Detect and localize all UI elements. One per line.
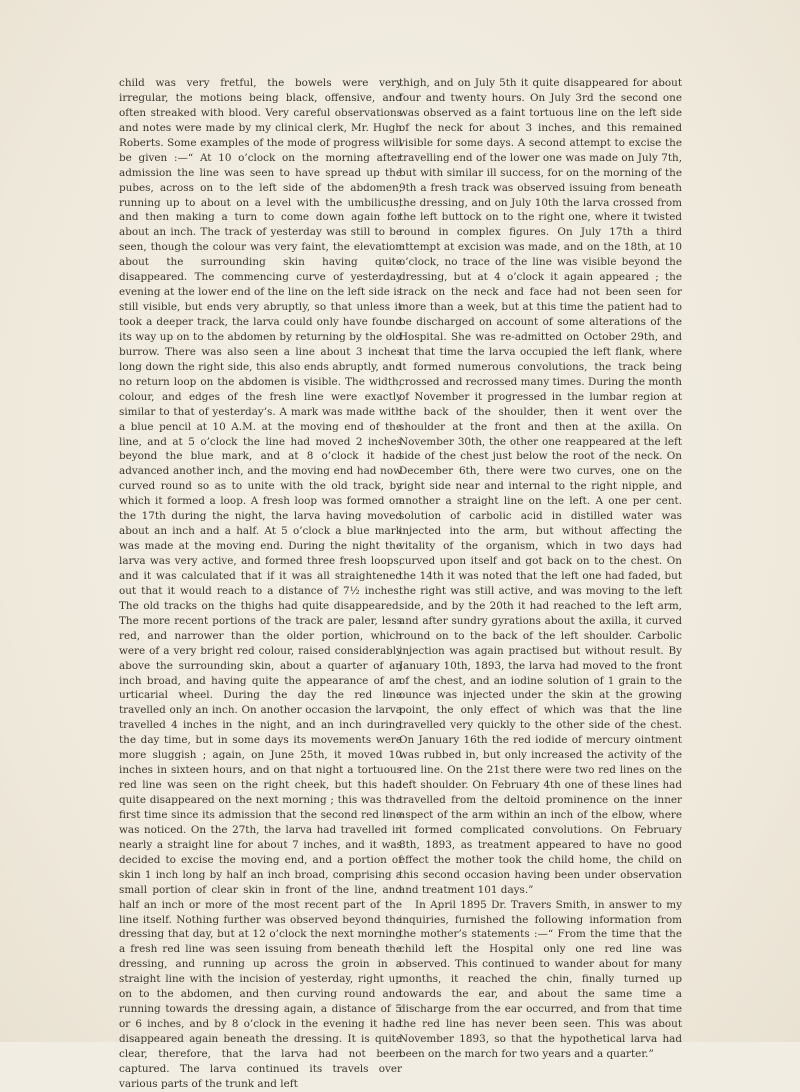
paragraph: thigh, and on July 5th it quite disappeared for about four and twenty hours. On July 3rd the second one was observed as a faint tortuous line on the left side of the neck for about 3 inches, and this remained visible for some days. A second attempt to excise the travelling end of the lower one was made on July 7th, but with similar ill success, for on the morning of the 9th a fresh track was observed issuing from beneath the dressing, and on July 10th the larva crossed from the left buttock on to the right one, where it twisted round in complex figures. On July 17th a third attempt at excision was made, and on the 18th, at 10 o’clock, no trace of the line was visible beyond the dressing, but at 4 o’clock it again appeared ; the track on the neck and face had not been seen for more than a week, but at this time the patient had to be discharged on account of some alterations of the Hospital. She was re-admitted on October 29th, and at that time the larva occupied the left flank, where it formed numerous convolutions, the track being crossed and recrossed many times. During the month of November it progressed in the lumbar region at the back of the shoulder, then it went over the shoulder at the front and then at the axilla. On November 30th, the other one reappeared at the left side of the chest just below the root of the neck. On December 6th, there were two curves, one on the right side near and internal to the right nipple, and another a straight line on the left. A one per cent. solution of carbolic acid in distilled water was injected into the arm, but without affecting the vitality of the organism, which in two days had curved upon itself and got back on to the chest. On the 14th it was noted that the left one had faded, but the right was still active, and was moving to the left side, and by the 20th it had reached to the left arm, and after sundry gyrations about the axilla, it curved round on to the back of the left shoulder. Carbolic injection was again practised but without result. By January 10th, 1893, the larva had moved to the front of the chest, and an iodine solution of 1 grain to the ounce was injected under the skin at the growing point, the only effect of which was that the line travelled very quickly to the other side of the chest. On January 16th the red iodide of mercury ointment was rubbed in, but only increased the activity of the red line. On the 21st there were two red lines on the left shoulder. On February 4th one of these lines had travelled from the deltoid prominence on the inner aspect of the arm within an inch of the elbow, where it formed complicated convolutions. On February 8th, 1893, as treatment appeared to have no good effect the mother took the child home, the child on this second occasion having been under observation and treatment 101 days.” <box>399 77 682 896</box>
right-column <box>399 76 682 1062</box>
paragraph: child was very fretful, the bowels were very irregular, the motions being black, offensive, and often streaked with blood. Very careful observations and notes were made by my clinical clerk, Mr. Hugh Roberts. Some examples of the mode of progress will be given :—“ At 10 o’clock on the morning after admission the line was seen to have spread up the pubes, across on to the left side of the abdomen, running up to about on a level with the umbilicus, and then making a turn to come down again for about an inch. The track of yesterday was still to be seen, though the colour was very faint, the elevation about the surrounding skin having quite disappeared. The commencing curve of yesterday evening at the lower end of the line on the left side is still visible, but ends very abruptly, so that unless it took a deeper track, the larva could only have found its way up on to the abdomen by returning by the old burrow. There was also seen a line about 3 inches long down the right side, this also ends abruptly, and no return loop on the abdomen is visible. The width, colour, and edges of the fresh line were exactly similar to that of yesterday’s. A mark was made with a blue pencil at 10 A.M. at the moving end of the line, and at 5 o’clock the line had moved 2 inches beyond the blue mark, and at 8 o’clock it had advanced another inch, and the moving end had now curved round so as to unite with the old track, by which it formed a loop. A fresh loop was formed on the 17th during the night, the larva having moved about an inch and a half. At 5 o’clock a blue mark was made at the moving end. During the night the larva was very active, and formed three fresh loops, and it was calculated that if it was all straightened out that it would reach to a distance of 7½ inches. The old tracks on the thighs had quite disappeared. The more recent portions of the track are paler, less red, and narrower than the older portion, which were of a very bright red colour, raised considerably above the surrounding skin, about a quarter of an inch broad, and having quite the appearance of an urticarial wheel. During the day the red line travelled only an inch. On another occasion the larva travelled 4 inches in the night, and an inch during the day time, but in some days its movements were more sluggish ; again, on June 25th, it moved 10 inches in sixteen hours, and on that night a tortuous red line was seen on the right cheek, but this had quite disappeared on the next morning ; this was the first time since its admission that the second red line was noticed. On the 27th, the larva had travelled in nearly a straight line for about 7 inches, and it was decided to excise the moving end, and a portion of skin 1 inch long by half an inch broad, comprising a small portion of clear skin in front of the line, and half an inch or more of the most recent part of the line itself. Nothing further was observed beyond the dressing that day, but at 12 o’clock the next morning a fresh red line was seen issuing from beneath the dressing, and running up across the groin in a straight line with the incision of yesterday, right up on to the abdomen, and then curving round and running towards the dressing again, a distance of 5 or 6 inches, and by 8 o’clock in the evening it had disappeared again beneath the dressing. It is quite clear, therefore, that the larva had not been captured. The larva continued its travels over various parts of the trunk and left <box>119 77 402 1090</box>
paragraph: In April 1895 Dr. Travers Smith, in answer to my inquiries, furnished the following information from the mother’s statements :—“ From the time that the child left the Hospital only one red line was observed. This continued to wander about for many months, it reached the chin, finally turned up towards the ear, and about the same time a discharge from the ear occurred, and from that time the red line has never been seen. This was about November 1893, so that the hypothetical larva had been on the march for two years and a quarter.” <box>399 898 682 1060</box>
left-column <box>119 76 402 1092</box>
